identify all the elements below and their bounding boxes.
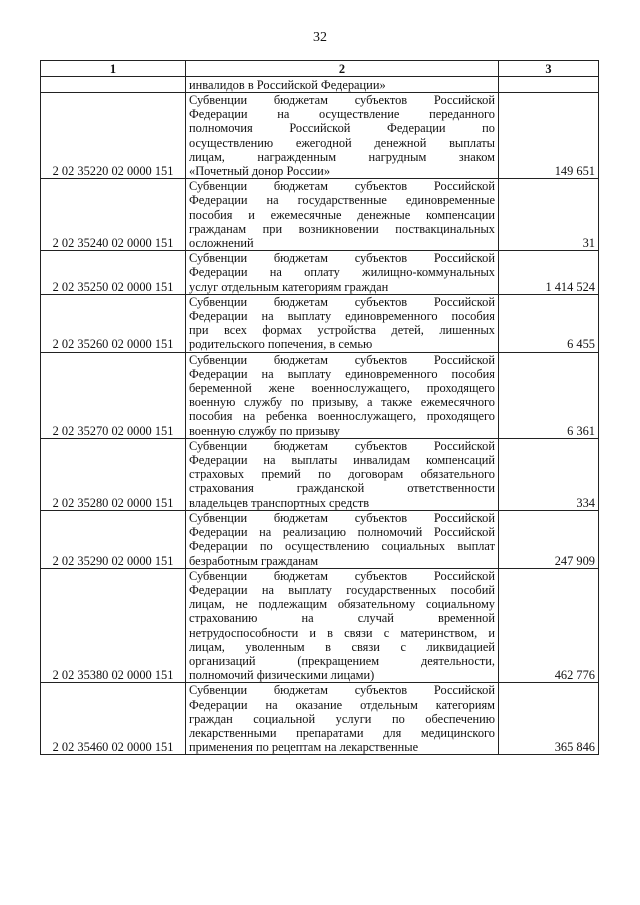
description-line: осуществлению ежегодной денежной выплаты (189, 135, 495, 150)
description-line: Субвенции бюджетам субъектов Российской (189, 179, 495, 194)
column-header-1: 1 (41, 61, 186, 77)
description-cell (186, 251, 499, 295)
description-line: Субвенции бюджетам субъектов Российской (189, 683, 495, 698)
table-row (41, 179, 599, 251)
budget-code-cell: 2 02 35460 02 0000 151 (41, 683, 186, 755)
budget-code-cell: 2 02 35270 02 0000 151 (41, 352, 186, 438)
description-line: применения по рецептам на лекарственные (189, 740, 419, 755)
description-line: Субвенции бюджетам субъектов Российской (189, 568, 495, 583)
description-line: осложнений (189, 236, 254, 251)
description-cell (186, 179, 499, 251)
budget-code-cell: 2 02 35280 02 0000 151 (41, 438, 186, 510)
description-line: полномочия Российской Федерации по (189, 121, 495, 136)
description-line: граждан социальной услуги по обеспечению (189, 711, 495, 726)
description-line: военную службу по призыву, а также ежемесячного (189, 395, 495, 410)
table-row (41, 93, 599, 179)
description-cell: инвалидов в Российской Федерации» (186, 77, 499, 93)
description-line: страховых премий по договорам обязательного (189, 467, 495, 482)
description-cell (186, 294, 499, 352)
budget-code-cell: 2 02 35380 02 0000 151 (41, 568, 186, 683)
description-line: Федерации на осуществление переданного (189, 107, 495, 122)
description-line: «Почетный донор России» (189, 164, 331, 179)
description-line: лекарственными препаратами для медицинского (189, 725, 495, 740)
description-line: при всех формах устройства детей, лишенных (189, 323, 495, 338)
description-line: Субвенции бюджетам субъектов Российской (189, 352, 495, 367)
amount-cell: 6 361 (499, 352, 599, 438)
description-cell (186, 352, 499, 438)
code-cell (41, 77, 186, 93)
description-line: Субвенции бюджетам субъектов Российской (189, 438, 495, 453)
description-line: Субвенции бюджетам субъектов Российской (189, 93, 495, 107)
description-cell (186, 510, 499, 568)
budget-code-cell: 2 02 35220 02 0000 151 (41, 93, 186, 179)
table-row (41, 568, 599, 683)
amount-cell: 334 (499, 438, 599, 510)
budget-code-cell: 2 02 35290 02 0000 151 (41, 510, 186, 568)
description-line: лицам, не подлежащим обязательному социальному (189, 597, 495, 612)
description-line: Федерации на оказание отдельным категориям (189, 697, 495, 712)
description-line: пособия на ребенка военнослужащего, проходящего (189, 409, 495, 424)
amount-cell: 149 651 (499, 93, 599, 179)
description-line: Федерации на выплату государственных пособий (189, 582, 495, 597)
budget-code-cell: 2 02 35250 02 0000 151 (41, 251, 186, 295)
description-cell (186, 683, 499, 755)
description-line: лицам, награжденным нагрудным знаком (189, 149, 495, 164)
description-line: пособия и ежемесячные денежные компенсации (189, 207, 495, 222)
table-row (41, 510, 599, 568)
description-line: гражданам при возникновении поствакцинальных (189, 221, 495, 236)
description-line: Федерации на выплату единовременного пособия (189, 309, 495, 324)
description-line: страхования гражданской ответственности (189, 481, 495, 496)
description-line: родительского попечения, в семью (189, 337, 373, 352)
description-cell (186, 93, 499, 179)
amount-cell: 1 414 524 (499, 251, 599, 295)
table-row (41, 683, 599, 755)
continuation-row (41, 77, 599, 93)
description-line: Федерации на государственные единовременные (189, 193, 495, 208)
description-line: полномочий физическими лицами) (189, 668, 375, 683)
budget-code-cell: 2 02 35260 02 0000 151 (41, 294, 186, 352)
amount-cell: 247 909 (499, 510, 599, 568)
description-line: страхованию на случай временной (189, 611, 495, 626)
description-line: Субвенции бюджетам субъектов Российской (189, 251, 495, 266)
description-line: Федерации на оплату жилищно-коммунальных (189, 265, 495, 280)
description-line: военную службу по призыву (189, 423, 340, 438)
amount-cell (499, 77, 599, 93)
amount-cell: 6 455 (499, 294, 599, 352)
description-line: нетрудоспособности и в связи с материнством, и (189, 625, 495, 640)
table-row (41, 352, 599, 438)
description-line: лицам, уволенным в связи с ликвидацией (189, 639, 495, 654)
description-line: безработным гражданам (189, 553, 319, 568)
description-line: Федерации по осуществлению социальных выплат (189, 539, 495, 554)
description-line: Субвенции бюджетам субъектов Российской (189, 510, 495, 525)
column-header-2: 2 (186, 61, 499, 77)
table-header-row (41, 61, 599, 77)
description-cell (186, 568, 499, 683)
description-line: Федерации на выплату единовременного пособия (189, 366, 495, 381)
description-line: Федерации на реализацию полномочий Российской (189, 525, 495, 540)
description-line: услуг отдельным категориям граждан (189, 279, 389, 294)
description-line: Субвенции бюджетам субъектов Российской (189, 294, 495, 309)
page-number: 32 (313, 30, 327, 45)
description-cell (186, 438, 499, 510)
table-row (41, 294, 599, 352)
budget-table (40, 60, 599, 755)
budget-code-cell: 2 02 35240 02 0000 151 (41, 179, 186, 251)
column-header-3: 3 (499, 61, 599, 77)
description-line: организаций (прекращением деятельности, (189, 653, 495, 668)
table-row (41, 251, 599, 295)
description-line: владельцев транспортных средств (189, 495, 370, 510)
description-line: Федерации на выплаты инвалидам компенсаций (189, 453, 495, 468)
description-line: беременной жене военнослужащего, проходящего (189, 381, 495, 396)
amount-cell: 365 846 (499, 683, 599, 755)
table-row (41, 438, 599, 510)
amount-cell: 462 776 (499, 568, 599, 683)
amount-cell: 31 (499, 179, 599, 251)
